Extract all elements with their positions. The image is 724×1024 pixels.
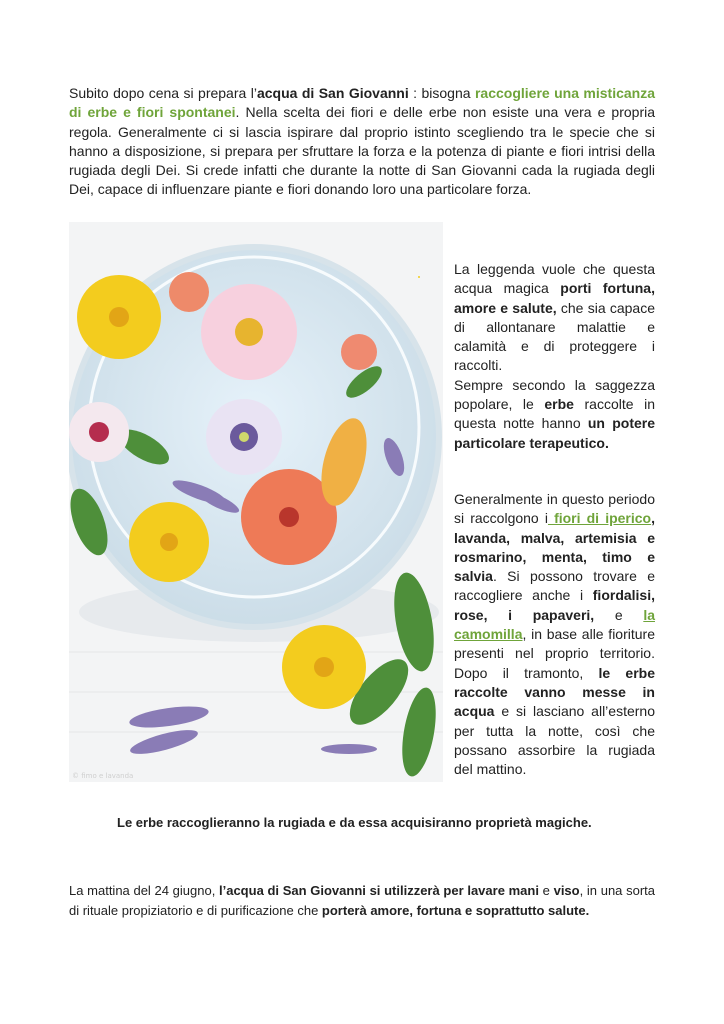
legend-paragraph — [454, 260, 655, 453]
intro-text-1: Subito dopo cena si prepara l’ — [69, 85, 257, 101]
closing-text-1: La mattina del 24 giugno, — [69, 883, 219, 898]
legend-text-3: Sempre secondo la saggezza popolare, le — [454, 376, 655, 413]
herbs-paragraph — [454, 490, 655, 779]
closing-text-3: , in una sorta di rituale propiziatorio e di purificazione che — [69, 883, 655, 918]
legend-bold-fortuna: porti fortuna, amore e salute, — [454, 280, 655, 316]
closing-text-2: e — [538, 883, 554, 898]
closing-bold-viso: viso — [553, 883, 580, 898]
legend-text-2: che sia capace di allontanare malattie e calamità e di proteggere i raccolti. — [454, 299, 655, 374]
closing-paragraph — [69, 881, 655, 920]
legend-bold-erbe: erbe — [544, 396, 574, 413]
intro-acqua-san-giovanni: acqua di San Giovanni — [256, 85, 409, 101]
passion-flower — [206, 399, 282, 475]
dianthus — [69, 402, 129, 462]
intro-paragraph — [69, 84, 655, 200]
herbs-text-5: e si lasciano all’esterno per tutta la notte, così che possano assorbire la rugiada del mattino. — [454, 703, 655, 778]
herbs-bold-erbe-acqua: le erbe raccolte vanno messe in acqua — [454, 664, 655, 720]
closing-bold-lavare: l’acqua di San Giovanni si utilizzerà per lavare mani — [219, 883, 539, 898]
legend-text-4: raccolte in questa notte hanno — [454, 396, 655, 432]
herbs-text-1: Generalmente in questo periodo si raccolgono i — [454, 491, 655, 527]
herbs-text-4: , in base alle fioriture presenti nel proprio territorio. Dopo il tramonto, — [454, 626, 655, 681]
pink-rose — [201, 284, 297, 380]
photo-caption: Le erbe raccoglieranno la rugiada e da essa acquisiranno proprietà magiche. — [117, 815, 592, 830]
intro-text-2: : bisogna — [408, 85, 475, 101]
herbs-bold-fiordalisi: fiordalisi, rose, i papaveri, — [454, 587, 655, 623]
closing-bold-porterà: porterà amore, fortuna e soprattutto salute. — [321, 902, 590, 918]
herbs-bold-list: , lavanda, malva, artemisia e rosmarino, menta, timo e salvia — [454, 510, 655, 585]
legend-bold-potere: un potere particolare terapeutico. — [454, 415, 655, 451]
link-camomilla[interactable]: la camomilla — [454, 606, 655, 643]
intro-highlight-misticanza: raccogliere una misticanza di erbe e fiori spontanei — [69, 85, 656, 121]
photo-watermark: © fimo e lavanda — [72, 772, 134, 780]
legend-text-1: La leggenda vuole che questa acqua magica — [454, 261, 655, 297]
flower-bowl-photo — [69, 222, 443, 782]
herbs-text-3: e — [594, 606, 644, 623]
link-fiori-iperico[interactable]: fiori di iperico — [547, 510, 652, 527]
herbs-text-2: . Si possono trovare e raccogliere anche i — [454, 568, 655, 604]
intro-text-3: . Nella scelta dei fiori e delle erbe non esiste una vera e propria regola. Generalmente ci si lascia ispirare dal proprio istinto scegliendo tra le specie che si hanno a disposizione, si prepara per sfruttare la forza e la potenza di piante e fiori intrisi della rugiada degli Dei. Si crede infatti che durante la notte di San Giovanni cada la rugiada degli Dei, capace di influenzare piante e fiori donando loro una particolare forza. — [69, 104, 656, 198]
